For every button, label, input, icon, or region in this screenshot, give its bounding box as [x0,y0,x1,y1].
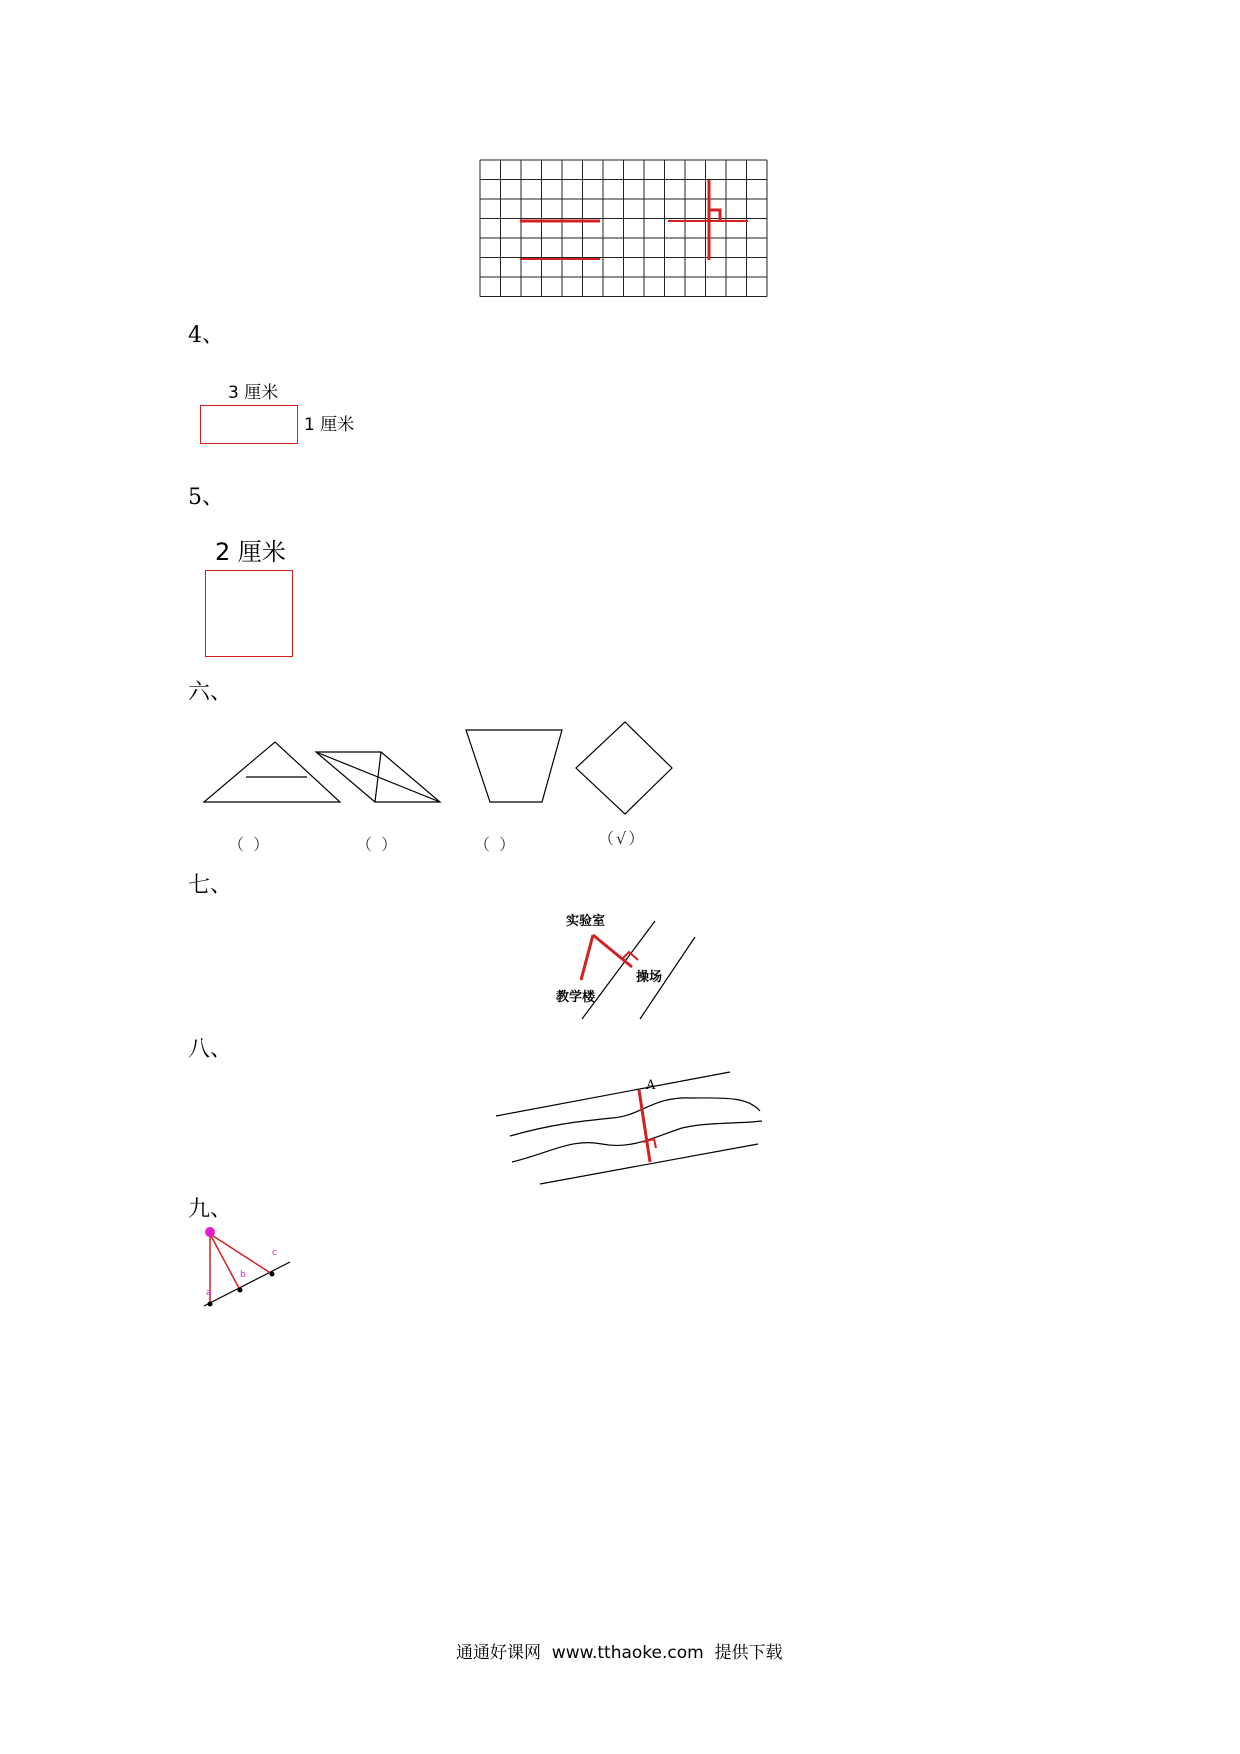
section-8-number: 八、 [188,1037,233,1062]
section-9-number: 九、 [188,1197,233,1222]
section-7-number: 七、 [188,873,233,898]
answer-3: （ ） [474,835,518,854]
section-4-number: 4、 [188,323,224,348]
square-side-label: 2 厘米 [215,538,286,566]
label-c: c [272,1248,277,1258]
playground-figure [560,915,700,1025]
rect-height-label: 1 厘米 [304,415,355,435]
label-b: b [240,1270,246,1280]
field-label: 操场 [636,970,663,985]
distance-figure [200,1222,300,1312]
river-figure [492,1066,772,1186]
answer-1: （ ） [228,835,272,854]
answer-4: （√） [598,829,647,848]
label-a: a [206,1288,212,1298]
grid-figure [480,160,770,302]
rect-width-label: 3 厘米 [228,383,279,403]
section-6-number: 六、 [188,680,233,705]
footer-text: 通通好课网 www.tthaoke.com 提供下载 [456,1643,783,1663]
square-2cm [205,570,293,657]
point-a-label: A [646,1078,656,1093]
lab-label: 实验室 [566,914,606,929]
section-5-number: 5、 [188,485,224,510]
answer-2: （ ） [356,835,400,854]
shapes-figure [200,720,680,810]
rectangle-3x1 [200,405,298,444]
building-label: 教学楼 [556,990,596,1005]
